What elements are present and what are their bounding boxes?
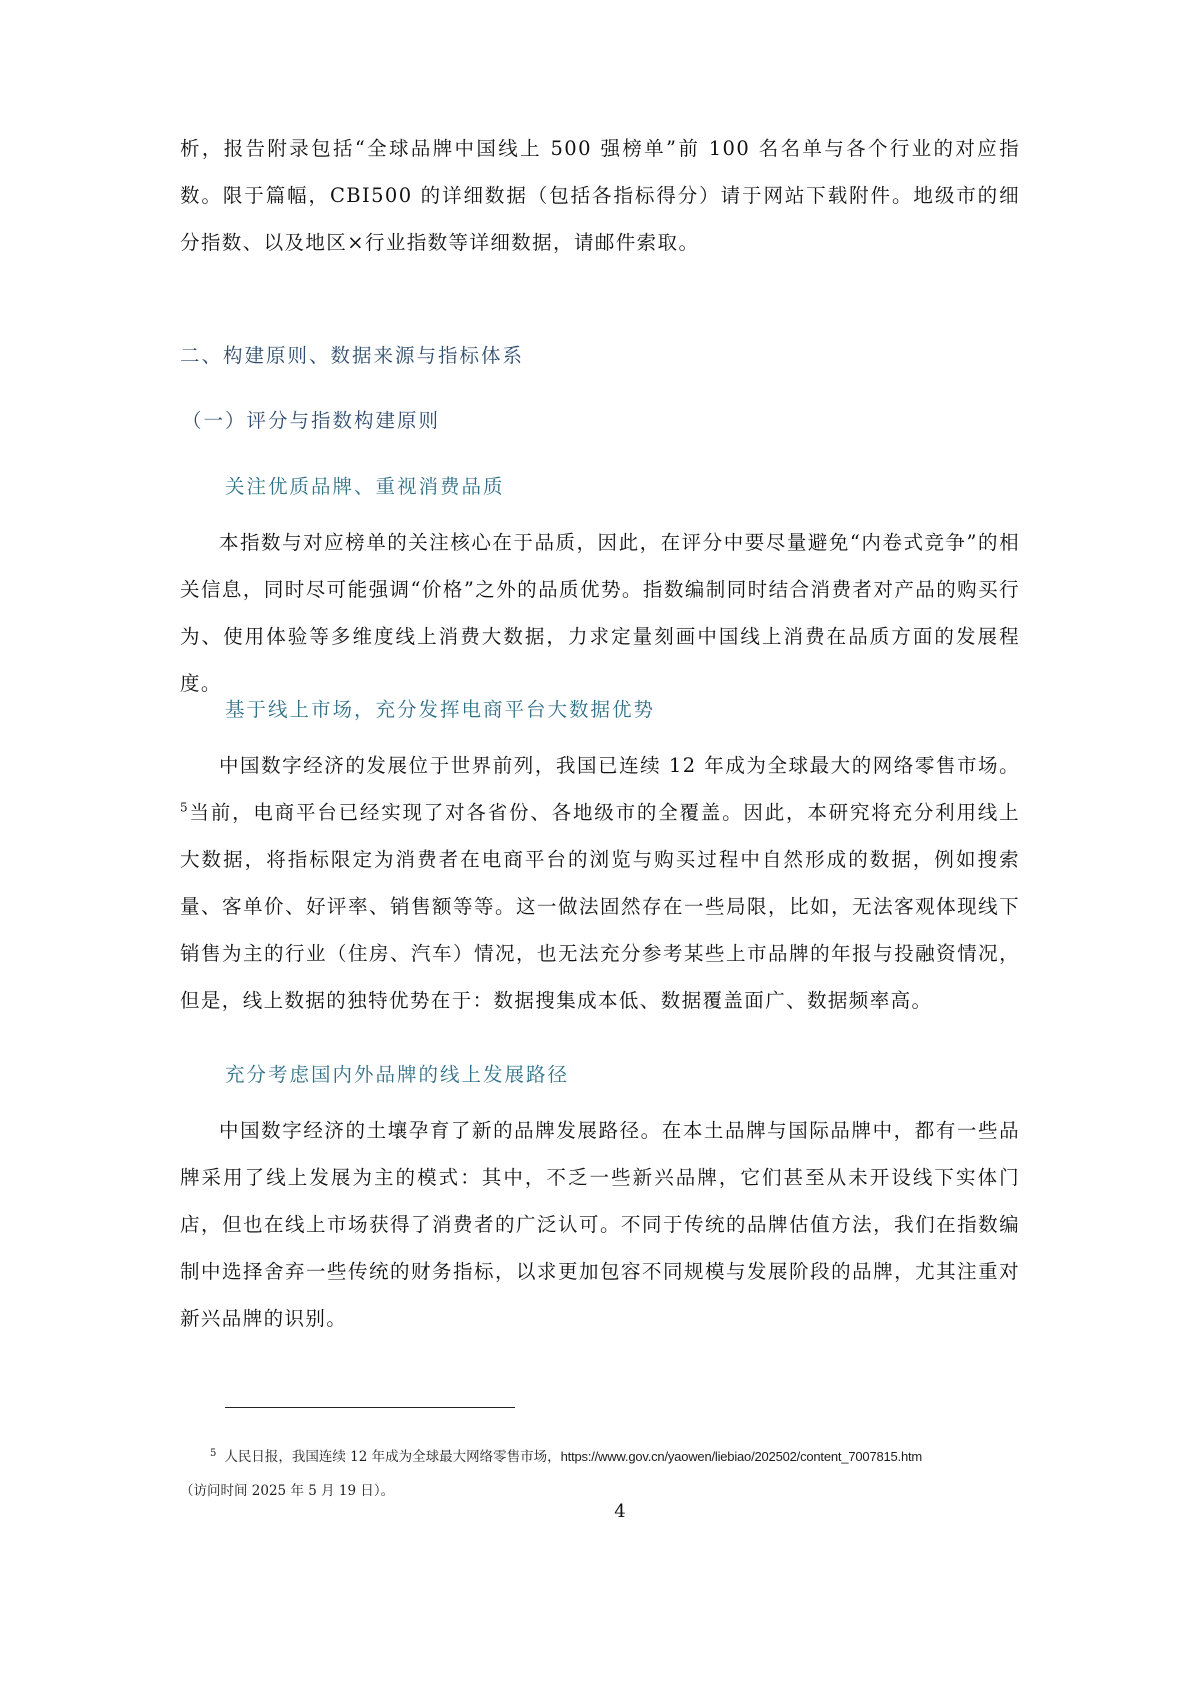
footnote [180, 1440, 1020, 1508]
principle-heading-development-path: 充分考虑国内外品牌的线上发展路径 [225, 1063, 570, 1086]
footnote-separator [225, 1407, 515, 1408]
principle-heading-online-market: 基于线上市场，充分发挥电商平台大数据优势 [225, 698, 656, 721]
intro-paragraph: 析，报告附录包括“全球品牌中国线上 500 强榜单”前 100 名名单与各个行业的对应指数。限于篇幅，CBI500 的详细数据（包括各指标得分）请于网站下载附件。地级市的细分指数、以及地区×行业指数等详细数据，请邮件索取。 [180, 137, 1020, 254]
footnote-reference[interactable]: 5 [180, 800, 190, 815]
section-heading: 二、构建原则、数据来源与指标体系 [180, 344, 525, 367]
subsection-heading: （一）评分与指数构建原则 [182, 409, 441, 432]
footnote-url[interactable]: https://www.gov.cn/yaowen/liebiao/202502/content_7007815.htm [560, 1449, 923, 1464]
principle-paragraph-quality: 本指数与对应榜单的关注核心在于品质，因此，在评分中要尽量避免“内卷式竞争”的相关信息，同时尽可能强调“价格”之外的品质优势。指数编制同时结合消费者对产品的购买行为、使用体验等多维度线上消费大数据，力求定量刻画中国线上消费在品质方面的发展程度。 [180, 531, 1020, 695]
paragraph-text-before-note: 中国数字经济的发展位于世界前列，我国已连续 12 年成为全球最大的网络零售市场。 [219, 754, 1020, 777]
page-number: 4 [614, 1501, 626, 1522]
principle-heading-quality: 关注优质品牌、重视消费品质 [225, 475, 505, 498]
principle-paragraph-online-market [180, 742, 1020, 1024]
principle-paragraph-development-path: 中国数字经济的土壤孕育了新的品牌发展路径。在本土品牌与国际品牌中，都有一些品牌采用了线上发展为主的模式：其中，不乏一些新兴品牌，它们甚至从未开设线下实体门店，但也在线上市场获得了消费者的广泛认可。不同于传统的品牌估值方法，我们在指数编制中选择舍弃一些传统的财务指标，以求更加包容不同规模与发展阶段的品牌，尤其注重对新兴品牌的识别。 [180, 1119, 1020, 1330]
footnote-access-note: （访问时间 2025 年 5 月 19 日）。 [180, 1483, 395, 1499]
footnote-text: 人民日报，我国连续 12 年成为全球最大网络零售市场， [224, 1449, 561, 1465]
paragraph-text-after-note: 当前，电商平台已经实现了对各省份、各地级市的全覆盖。因此，本研究将充分利用线上大数据，将指标限定为消费者在电商平台的浏览与购买过程中自然形成的数据，例如搜索量、客单价、好评率、销售额等等。这一做法固然存在一些局限，比如，无法客观体现线下销售为主的行业（住房、汽车）情况，也无法充分参考某些上市品牌的年报与投融资情况，但是，线上数据的独特优势在于：数据搜集成本低、数据覆盖面广、数据频率高。 [180, 801, 1020, 1012]
footnote-number: 5 [210, 1447, 217, 1459]
